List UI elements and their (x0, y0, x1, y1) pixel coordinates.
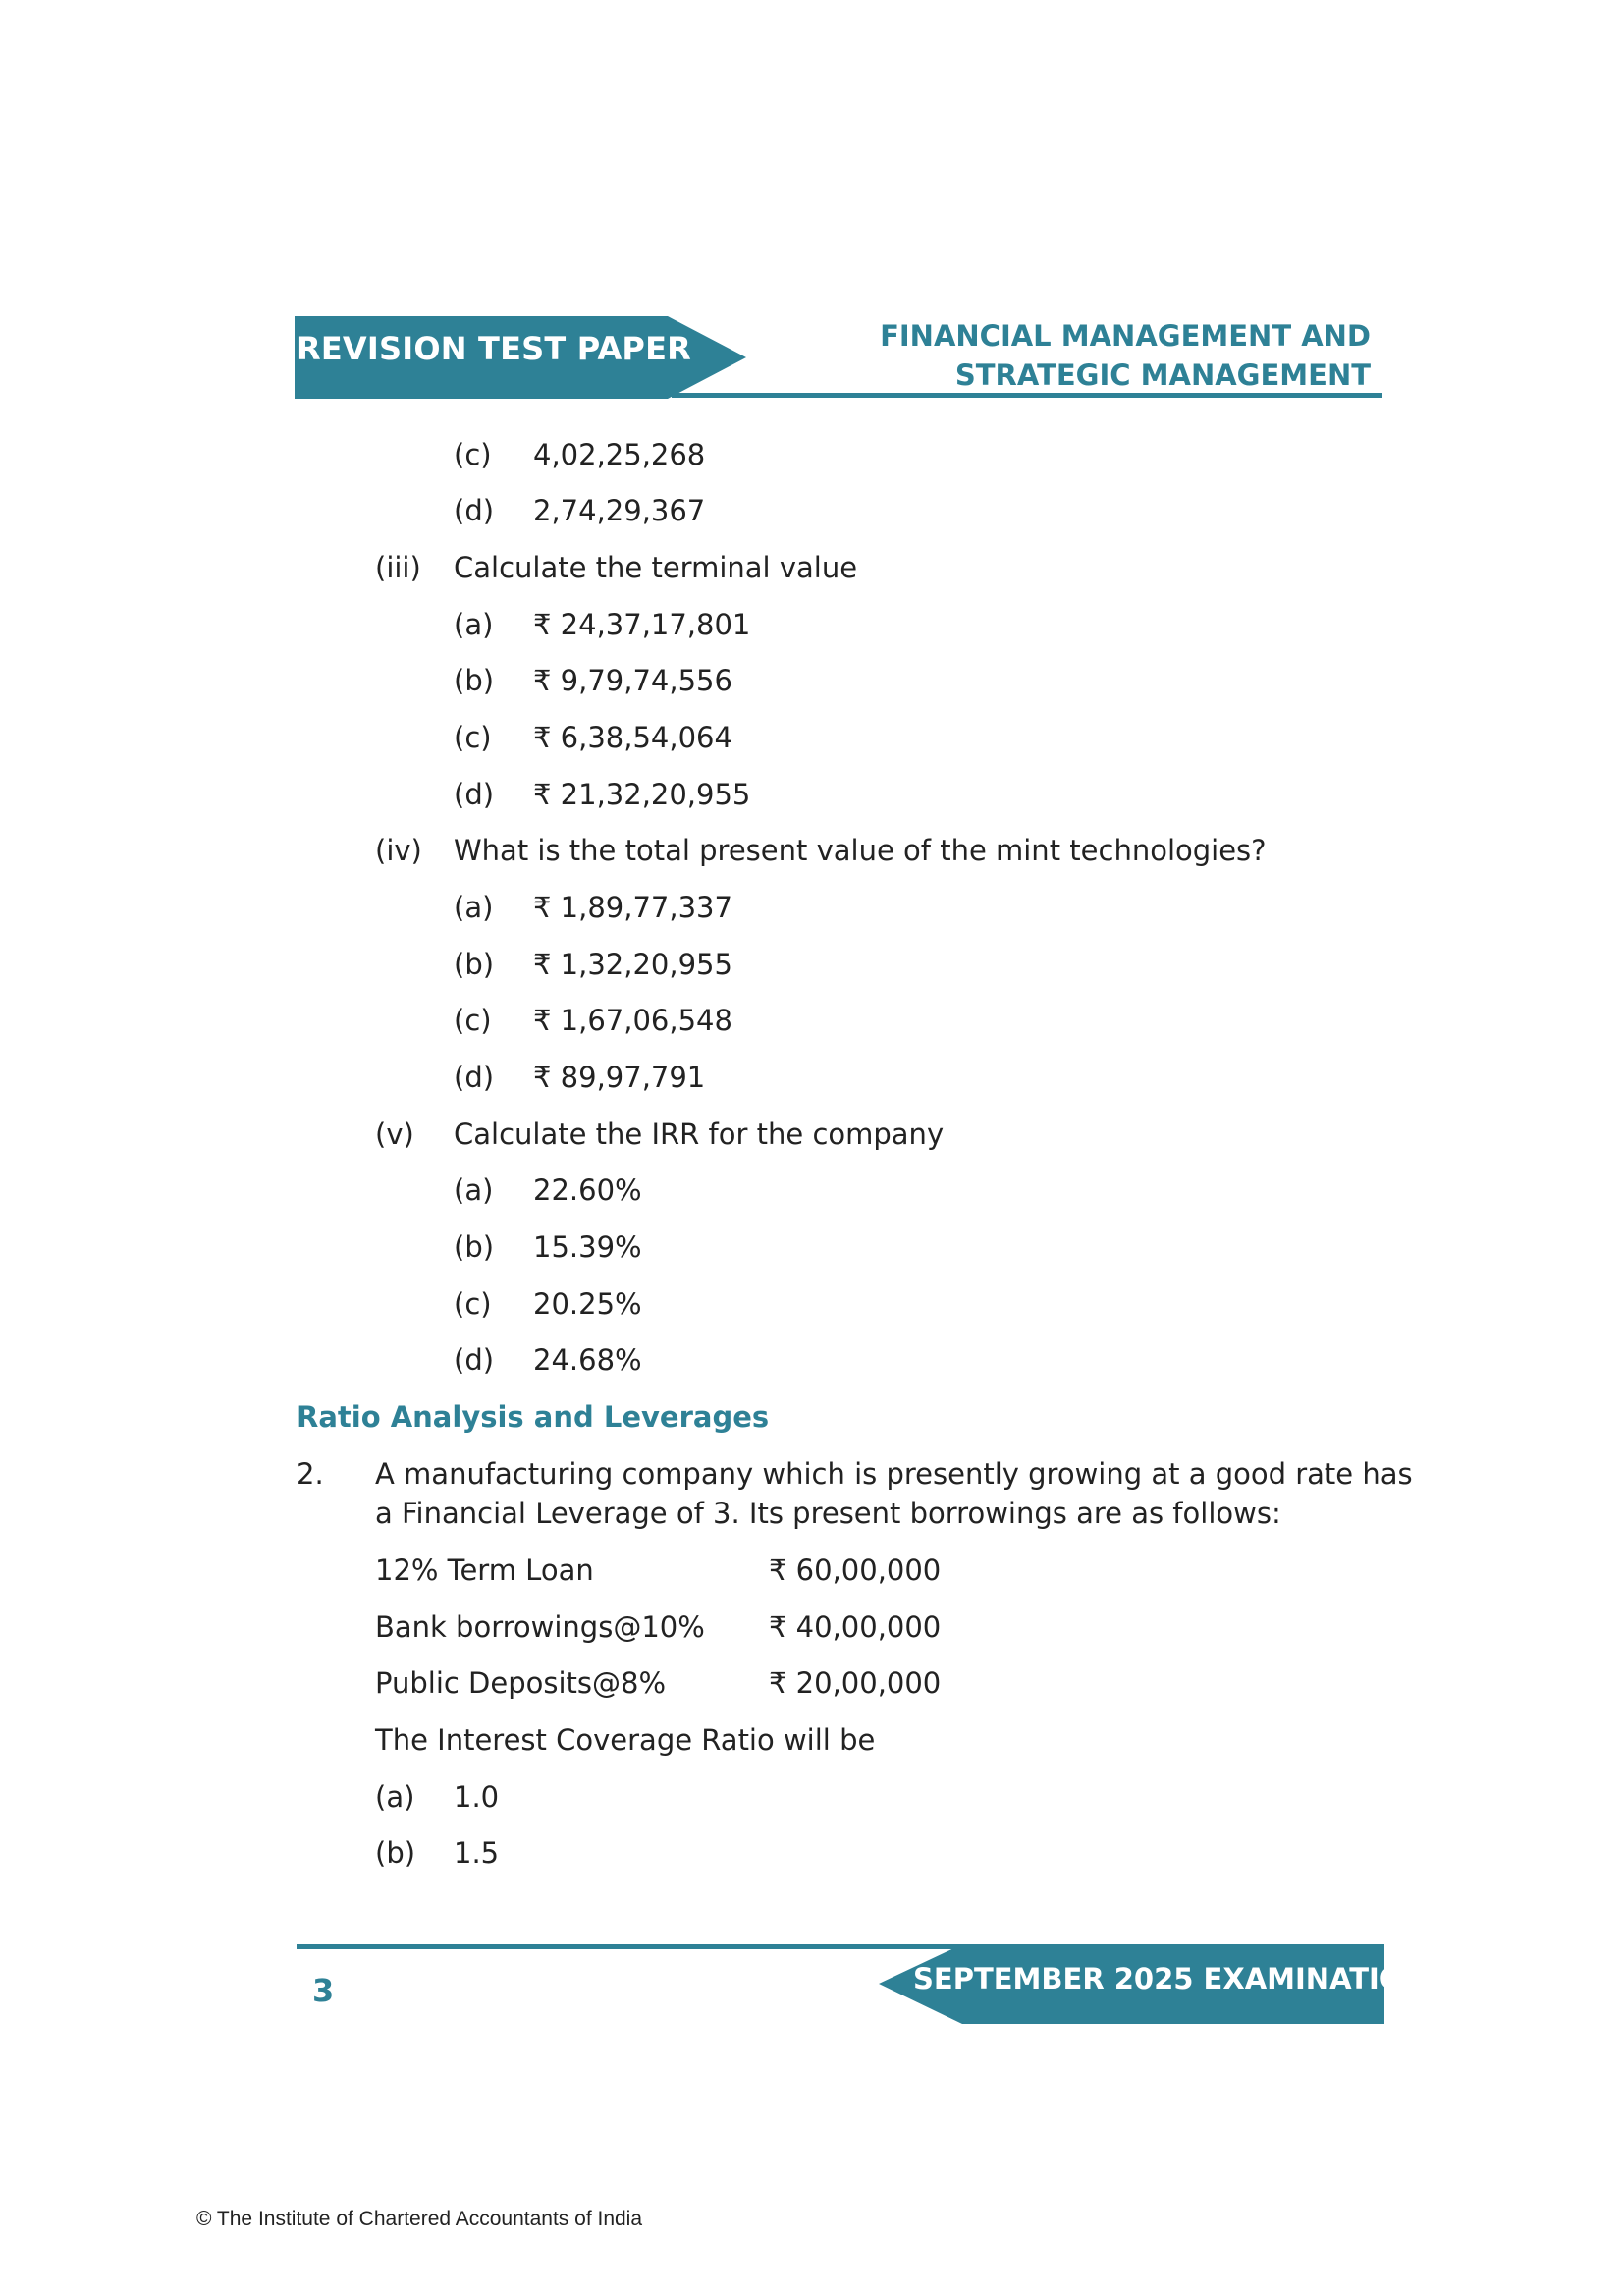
option-label: (a) (454, 1174, 494, 1207)
subquestion-label: (v) (375, 1118, 414, 1151)
option-text: 22.60% (533, 1174, 642, 1207)
borrowing-amount: ₹ 40,00,000 (769, 1611, 942, 1644)
option-text: ₹ 89,97,791 (533, 1061, 706, 1094)
option-label: (d) (454, 1061, 495, 1094)
option-text: ₹ 1,89,77,337 (533, 891, 732, 924)
question-number: 2. (297, 1457, 324, 1491)
option-label: (c) (454, 1287, 492, 1321)
option-text: ₹ 6,38,54,064 (533, 721, 732, 754)
subquestion-label: (iii) (375, 551, 421, 584)
option-label: (c) (454, 721, 492, 754)
option-label: (c) (454, 438, 492, 471)
subquestion-text: What is the total present value of the mint technologies? (454, 834, 1267, 867)
option-label: (b) (454, 664, 495, 697)
option-text: ₹ 21,32,20,955 (533, 778, 751, 811)
subquestion-text: Calculate the terminal value (454, 551, 858, 584)
paper-type-label: REVISION TEST PAPER (297, 330, 691, 367)
option-label: (d) (454, 494, 495, 527)
page-number: 3 (312, 1972, 335, 2009)
option-text: ₹ 9,79,74,556 (533, 664, 732, 697)
borrowing-name: 12% Term Loan (375, 1554, 594, 1587)
exam-label: SEPTEMBER 2025 EXAMINATION (913, 1962, 1428, 1995)
option-text: 15.39% (533, 1230, 642, 1264)
option-text: 20.25% (533, 1287, 642, 1321)
subject-line-2: STRATEGIC MANAGEMENT (954, 358, 1371, 392)
option-label: (c) (454, 1004, 492, 1037)
question-prompt: The Interest Coverage Ratio will be (375, 1723, 876, 1757)
option-text: 4,02,25,268 (533, 438, 706, 471)
option-label: (d) (454, 778, 495, 811)
borrowing-amount: ₹ 20,00,000 (769, 1667, 942, 1700)
question-text-line-2: a Financial Leverage of 3. Its present borrowings are as follows: (375, 1497, 1281, 1530)
option-label: (d) (454, 1343, 495, 1377)
subject-line-1: FINANCIAL MANAGEMENT AND (880, 319, 1371, 353)
copyright-notice: © The Institute of Chartered Accountants of India (196, 2208, 643, 2230)
option-text: 2,74,29,367 (533, 494, 706, 527)
option-label: (b) (375, 1836, 416, 1870)
option-text: 1.0 (454, 1780, 500, 1814)
option-text: 1.5 (454, 1836, 500, 1870)
option-label: (b) (454, 948, 495, 981)
subject-title (880, 316, 1371, 395)
borrowing-name: Public Deposits@8% (375, 1667, 667, 1700)
option-text: ₹ 1,32,20,955 (533, 948, 732, 981)
section-heading: Ratio Analysis and Leverages (297, 1400, 770, 1434)
option-text: 24.68% (533, 1343, 642, 1377)
subquestion-label: (iv) (375, 834, 422, 867)
option-text: ₹ 24,37,17,801 (533, 608, 751, 641)
option-label: (a) (454, 608, 494, 641)
borrowing-amount: ₹ 60,00,000 (769, 1554, 942, 1587)
option-label: (a) (375, 1780, 415, 1814)
option-label: (b) (454, 1230, 495, 1264)
option-label: (a) (454, 891, 494, 924)
subquestion-text: Calculate the IRR for the company (454, 1118, 945, 1151)
option-text: ₹ 1,67,06,548 (533, 1004, 732, 1037)
question-text-line-1: A manufacturing company which is presently growing at a good rate has (375, 1457, 1413, 1491)
borrowing-name: Bank borrowings@10% (375, 1611, 705, 1644)
